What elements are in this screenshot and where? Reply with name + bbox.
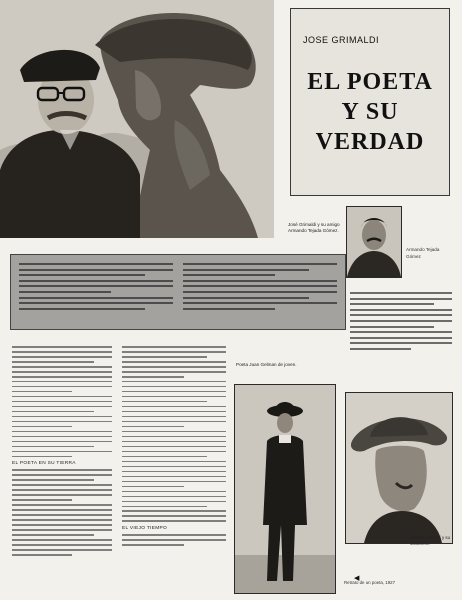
standing-man-illustration: [235, 385, 335, 593]
portrait-caption: José Grimaldi y su amigo Armando Tejada Gómez.: [288, 222, 340, 233]
subhead-1: EL POETA EN SU TIERRA: [12, 461, 76, 467]
hero-illustration: [0, 0, 274, 238]
title-line-2: Y SU: [341, 99, 399, 125]
author-name: JOSE GRIMALDI: [303, 35, 380, 45]
standing-photo-caption: Poeta Juan Gelman de joven.: [236, 362, 297, 367]
small-portrait-photo: [346, 206, 402, 278]
bottom-caption: Retrato de un poeta, 1927: [344, 580, 396, 585]
title-box: [290, 8, 450, 196]
title-line-1: EL POETA: [307, 69, 433, 95]
right-text-block: [350, 292, 452, 354]
side-name-caption: Armando Tejada Gómez: [406, 247, 440, 259]
body-column-1: [12, 346, 112, 559]
article-title: [291, 67, 449, 157]
intro-box: [10, 254, 346, 330]
subhead-2: EL VIEJO TIEMPO: [122, 526, 168, 532]
body-column-2: [122, 346, 226, 549]
hero-photo: [0, 0, 274, 238]
hat-man-photo: [345, 392, 453, 544]
title-line-3: VERDAD: [315, 129, 425, 155]
hat-man-illustration: [346, 393, 452, 543]
intro-text-right: [183, 263, 337, 313]
hat-photo-caption: Alfonsina Storni y su sombrero.: [410, 535, 451, 546]
intro-text-left: [19, 263, 173, 313]
triangle-marker-icon: ◀: [354, 574, 360, 582]
portrait-illustration: [347, 207, 401, 277]
standing-man-photo: [234, 384, 336, 594]
